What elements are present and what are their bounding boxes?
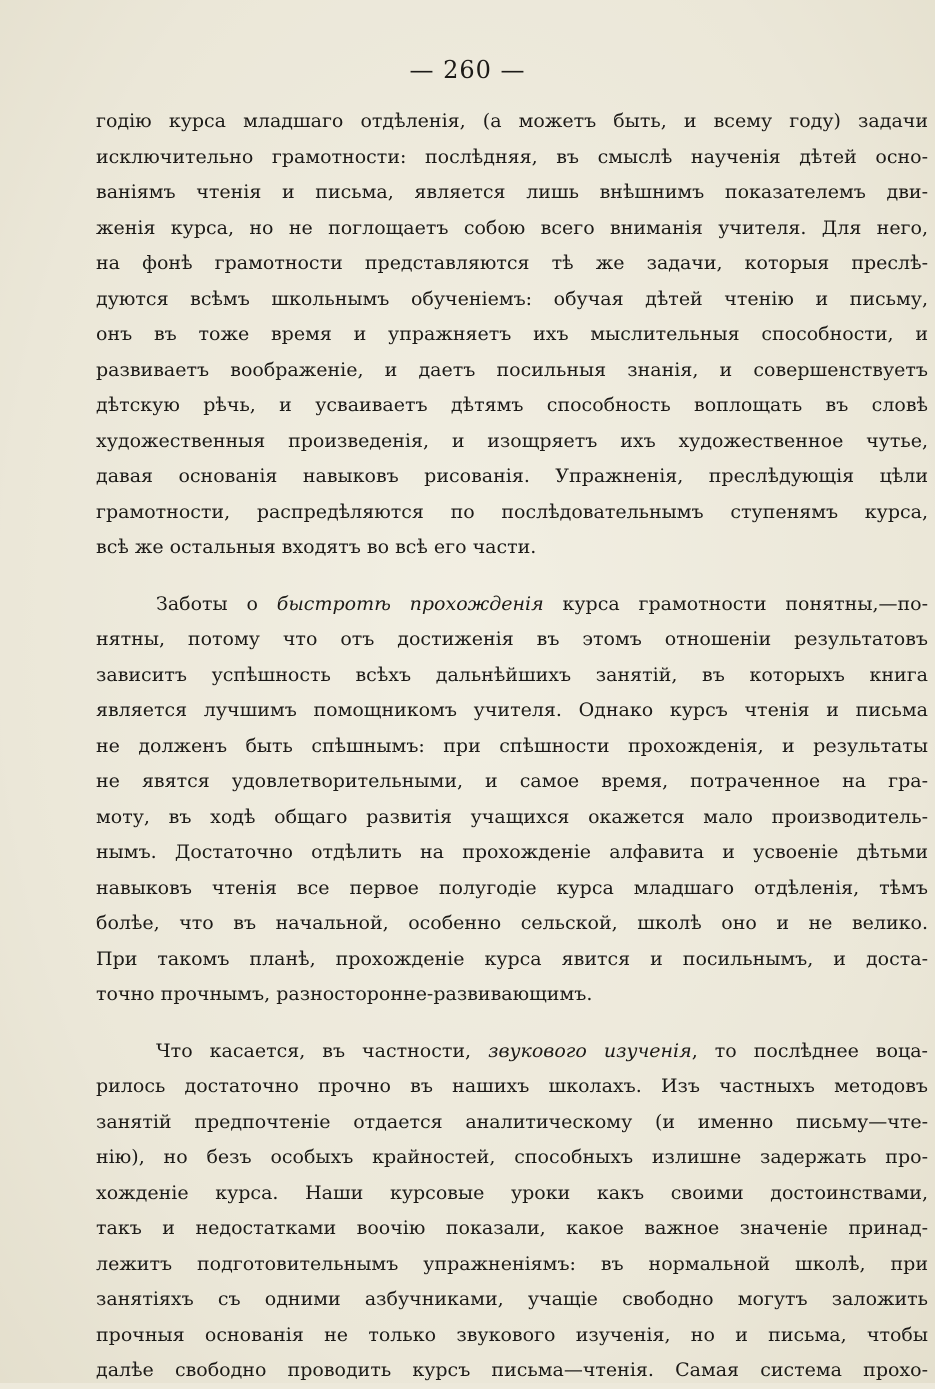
text-line: на фонѣ грамотности представляются тѣ же задачи, которыя преслѣ- bbox=[96, 252, 928, 274]
text-line: При такомъ планѣ, прохожденіе курса явится и посильнымъ, и доста- bbox=[96, 947, 928, 970]
text-line: давая основанія навыковъ рисованія. Упражненія, преслѣдующія цѣли bbox=[96, 465, 928, 487]
body-text bbox=[96, 104, 928, 1389]
text-line: прочныя основанія не только звукового изученія, но и письма, чтобы bbox=[96, 1323, 928, 1346]
text-line: онъ въ тоже время и упражняетъ ихъ мыслительныя способности, и bbox=[96, 323, 928, 345]
text-line: навыковъ чтенія все первое полугодіе курса младшаго отдѣленія, тѣмъ bbox=[96, 876, 928, 899]
paragraph-3 bbox=[96, 1034, 928, 1389]
text-line: женія курса, но не поглощаетъ собою всего вниманія учителя. Для него, bbox=[96, 216, 928, 239]
text-line: нію), но безъ особыхъ крайностей, способныхъ излишне задержать про- bbox=[96, 1146, 928, 1168]
text-line: зависитъ успѣшность всѣхъ дальнѣйшихъ занятій, въ которыхъ книга bbox=[96, 663, 928, 686]
italic-phrase: быстротѣ прохожденія bbox=[276, 592, 544, 615]
paragraph-1 bbox=[96, 104, 928, 566]
text-line: рилось достаточно прочно въ нашихъ школахъ. Изъ частныхъ методовъ bbox=[96, 1075, 928, 1097]
text-line: является лучшимъ помощникомъ учителя. Однако курсъ чтенія и письма bbox=[96, 699, 928, 721]
text-line: дѣтскую рѣчь, и усваиваетъ дѣтямъ способность воплощать въ словѣ bbox=[96, 394, 928, 416]
text-run: Что касается, въ частности, bbox=[156, 1039, 489, 1062]
text-line: художественныя произведенія, и изощряетъ ихъ художественное чутье, bbox=[96, 429, 928, 452]
text-run: Заботы о bbox=[156, 592, 277, 615]
text-line: хожденіе курса. Наши курсовые уроки какъ своими достоинствами, bbox=[96, 1181, 928, 1204]
text-line: моту, въ ходѣ общаго развитія учащихся окажется мало производитель- bbox=[96, 805, 928, 828]
text-line: нымъ. Достаточно отдѣлить на прохожденіе алфавита и усвоеніе дѣтьми bbox=[96, 841, 928, 863]
paragraph-2 bbox=[96, 587, 928, 1013]
text-line: не явятся удовлетворительными, и самое время, потраченное на гра- bbox=[96, 770, 928, 792]
text-line: дуются всѣмъ школьнымъ обученіемъ: обучая дѣтей чтенію и письму, bbox=[96, 287, 928, 310]
text-line: всѣ же остальныя входятъ во всѣ его части. bbox=[96, 536, 537, 558]
text-line: годію курса младшаго отдѣленія, (а можетъ быть, и всему году) задачи bbox=[96, 110, 928, 132]
text-line: занятій предпочтеніе отдается аналитическому (и именно письму—чте- bbox=[96, 1110, 928, 1133]
text-line: грамотности, распредѣляются по послѣдовательнымъ ступенямъ курса, bbox=[96, 500, 928, 523]
text-line: занятіяхъ съ одними азбучниками, учащіе свободно могутъ заложить bbox=[96, 1288, 928, 1310]
text-run: курса грамотности понятны,—по- bbox=[543, 592, 928, 615]
text-line: болѣе, что въ начальной, особенно сельской, школѣ оно и не велико. bbox=[96, 912, 928, 934]
page-number: — 260 — bbox=[409, 56, 526, 84]
text-line: нятны, потому что отъ достиженія въ этомъ отношеніи результатовъ bbox=[96, 628, 928, 650]
text-run: , то послѣднее воца- bbox=[691, 1039, 928, 1062]
text-line: не долженъ быть спѣшнымъ: при спѣшности прохожденія, и результаты bbox=[96, 734, 928, 757]
italic-phrase: звукового изученія bbox=[488, 1039, 692, 1062]
text-line-first bbox=[96, 587, 928, 623]
text-line: такъ и недостатками воочію показали, какое важное значеніе принад- bbox=[96, 1217, 928, 1239]
text-line: развиваетъ воображеніе, и даетъ посильныя знанія, и совершенствуетъ bbox=[96, 358, 928, 381]
text-line: точно прочнымъ, разносторонне-развивающимъ. bbox=[96, 983, 593, 1005]
text-line: ваніямъ чтенія и письма, является лишь внѣшнимъ показателемъ дви- bbox=[96, 181, 928, 203]
text-line-first bbox=[96, 1034, 928, 1070]
text-line: далѣе свободно проводить курсъ письма—чтенія. Самая система прохо- bbox=[96, 1359, 928, 1381]
text-line: исключительно грамотности: послѣдняя, въ смыслѣ наученія дѣтей осно- bbox=[96, 145, 928, 168]
text-line: лежитъ подготовительнымъ упражненіямъ: въ нормальной школѣ, при bbox=[96, 1252, 928, 1275]
